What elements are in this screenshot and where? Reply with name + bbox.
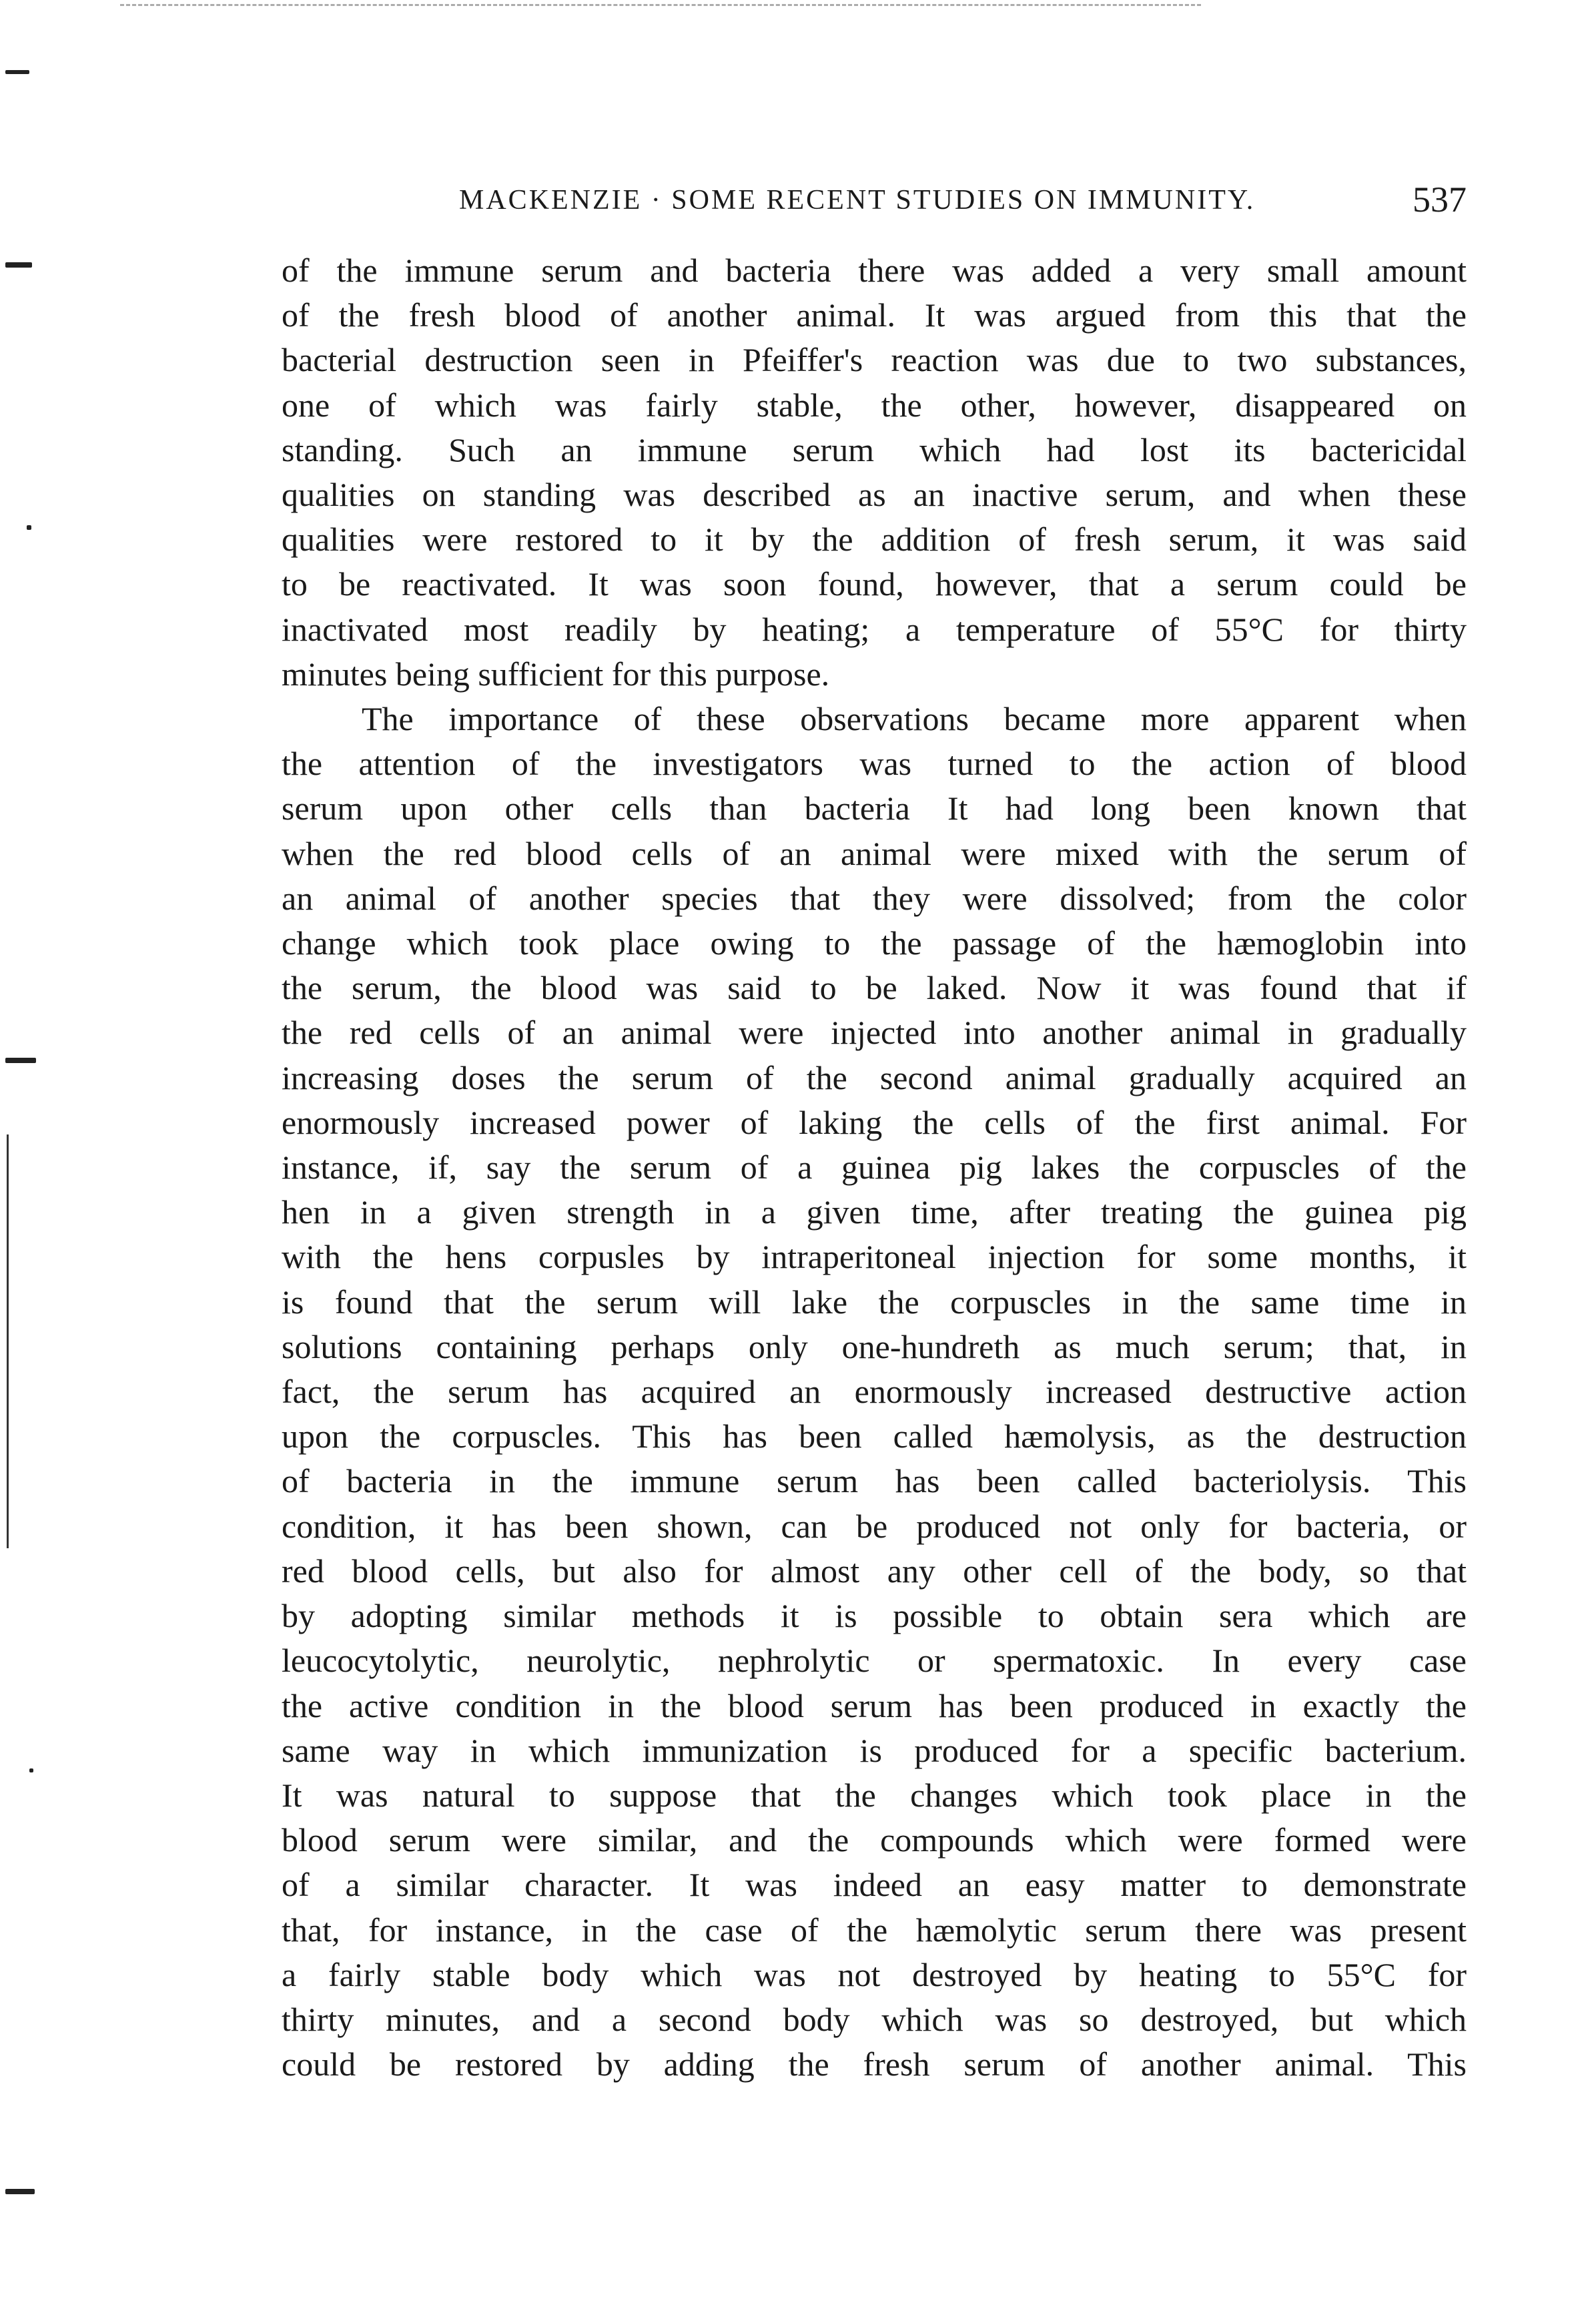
margin-mark (5, 70, 29, 74)
margin-line (7, 1134, 9, 1548)
paragraph-first-line: The importance of these observations became more apparent when (362, 700, 1467, 738)
running-head-title: MACKENZIE · SOME RECENT STUDIES ON IMMUNITY. (459, 185, 1256, 216)
text-line: of the immune serum and bacteria there was added a very small amount (282, 252, 1467, 289)
margin-mark (29, 1768, 33, 1772)
margin-mark (5, 262, 32, 268)
scan-edge-line (120, 4, 1201, 6)
text-line: inactivated most readily by heating; a temperature of 55°C for thirty (282, 610, 1467, 648)
body-text (282, 248, 1467, 2087)
text-line: same way in which immunization is produced for a specific bacterium. (282, 1731, 1467, 1769)
text-line: that, for instance, in the case of the hæmolytic serum there was present (282, 1911, 1467, 1949)
text-line: red blood cells, but also for almost any other cell of the body, so that (282, 1552, 1467, 1590)
text-line: condition, it has been shown, can be produced not only for bacteria, or (282, 1507, 1467, 1545)
text-line: instance, if, say the serum of a guinea pig lakes the corpuscles of the (282, 1148, 1467, 1187)
margin-mark (5, 2189, 35, 2194)
text-line: of the fresh blood of another animal. It was argued from this that the (282, 296, 1467, 334)
text-line: minutes being sufficient for this purpose. (282, 655, 830, 693)
text-line: the red cells of an animal were injected into another animal in gradually (282, 1014, 1467, 1052)
text-line: qualities on standing was described as an inactive serum, and when these (282, 476, 1467, 514)
text-line: change which took place owing to the passage of the hæmoglobin into (282, 924, 1467, 962)
text-line: a fairly stable body which was not destroyed by heating to 55°C for (282, 1955, 1467, 1993)
text-line: with the hens corpusles by intraperitoneal injection for some months, it (282, 1238, 1467, 1276)
text-line: qualities were restored to it by the addition of fresh serum, it was said (282, 521, 1467, 559)
text-line: thirty minutes, and a second body which was so destroyed, but which (282, 2000, 1467, 2038)
margin-mark (5, 1058, 36, 1063)
text-line: standing. Such an immune serum which had lost its bactericidal (282, 430, 1467, 468)
text-line: could be restored by adding the fresh serum of another animal. This (282, 2045, 1467, 2083)
text-line: upon the corpuscles. This has been called hæmolysis, as the destruction (282, 1417, 1467, 1455)
text-line: It was natural to suppose that the changes which took place in the (282, 1776, 1467, 1814)
text-line: serum upon other cells than bacteria It had long been known that (282, 789, 1467, 828)
page-number: 537 (1413, 180, 1467, 220)
text-line: leucocytolytic, neurolytic, nephrolytic or spermatoxic. In every case (282, 1642, 1467, 1680)
text-line: increasing doses the serum of the second animal gradually acquired an (282, 1058, 1467, 1096)
margin-mark (27, 525, 31, 530)
running-head (459, 179, 1467, 226)
text-line: is found that the serum will lake the corpuscles in the same time in (282, 1283, 1467, 1321)
text-line: of bacteria in the immune serum has been called bacteriolysis. This (282, 1462, 1467, 1500)
text-line: hen in a given strength in a given time, after treating the guinea pig (282, 1193, 1467, 1231)
text-line: the attention of the investigators was turned to the action of blood (282, 745, 1467, 783)
text-line: of a similar character. It was indeed an easy matter to demonstrate (282, 1866, 1467, 1904)
text-line: to be reactivated. It was soon found, however, that a serum could be (282, 565, 1467, 603)
text-line: fact, the serum has acquired an enormously increased destructive action (282, 1373, 1467, 1411)
text-line: blood serum were similar, and the compounds which were formed were (282, 1821, 1467, 1859)
text-line: the active condition in the blood serum has been produced in exactly the (282, 1686, 1467, 1724)
text-line: the serum, the blood was said to be laked. Now it was found that if (282, 969, 1467, 1007)
text-line: when the red blood cells of an animal were mixed with the serum of (282, 834, 1467, 872)
text-line: one of which was fairly stable, the other, however, disappeared on (282, 386, 1467, 424)
text-line: solutions containing perhaps only one-hundreth as much serum; that, in (282, 1327, 1467, 1365)
text-line: enormously increased power of laking the cells of the first animal. For (282, 1103, 1467, 1141)
text-line: bacterial destruction seen in Pfeiffer's reaction was due to two substances, (282, 341, 1467, 379)
text-line: by adopting similar methods it is possible to obtain sera which are (282, 1597, 1467, 1635)
text-line: an animal of another species that they were dissolved; from the color (282, 879, 1467, 917)
